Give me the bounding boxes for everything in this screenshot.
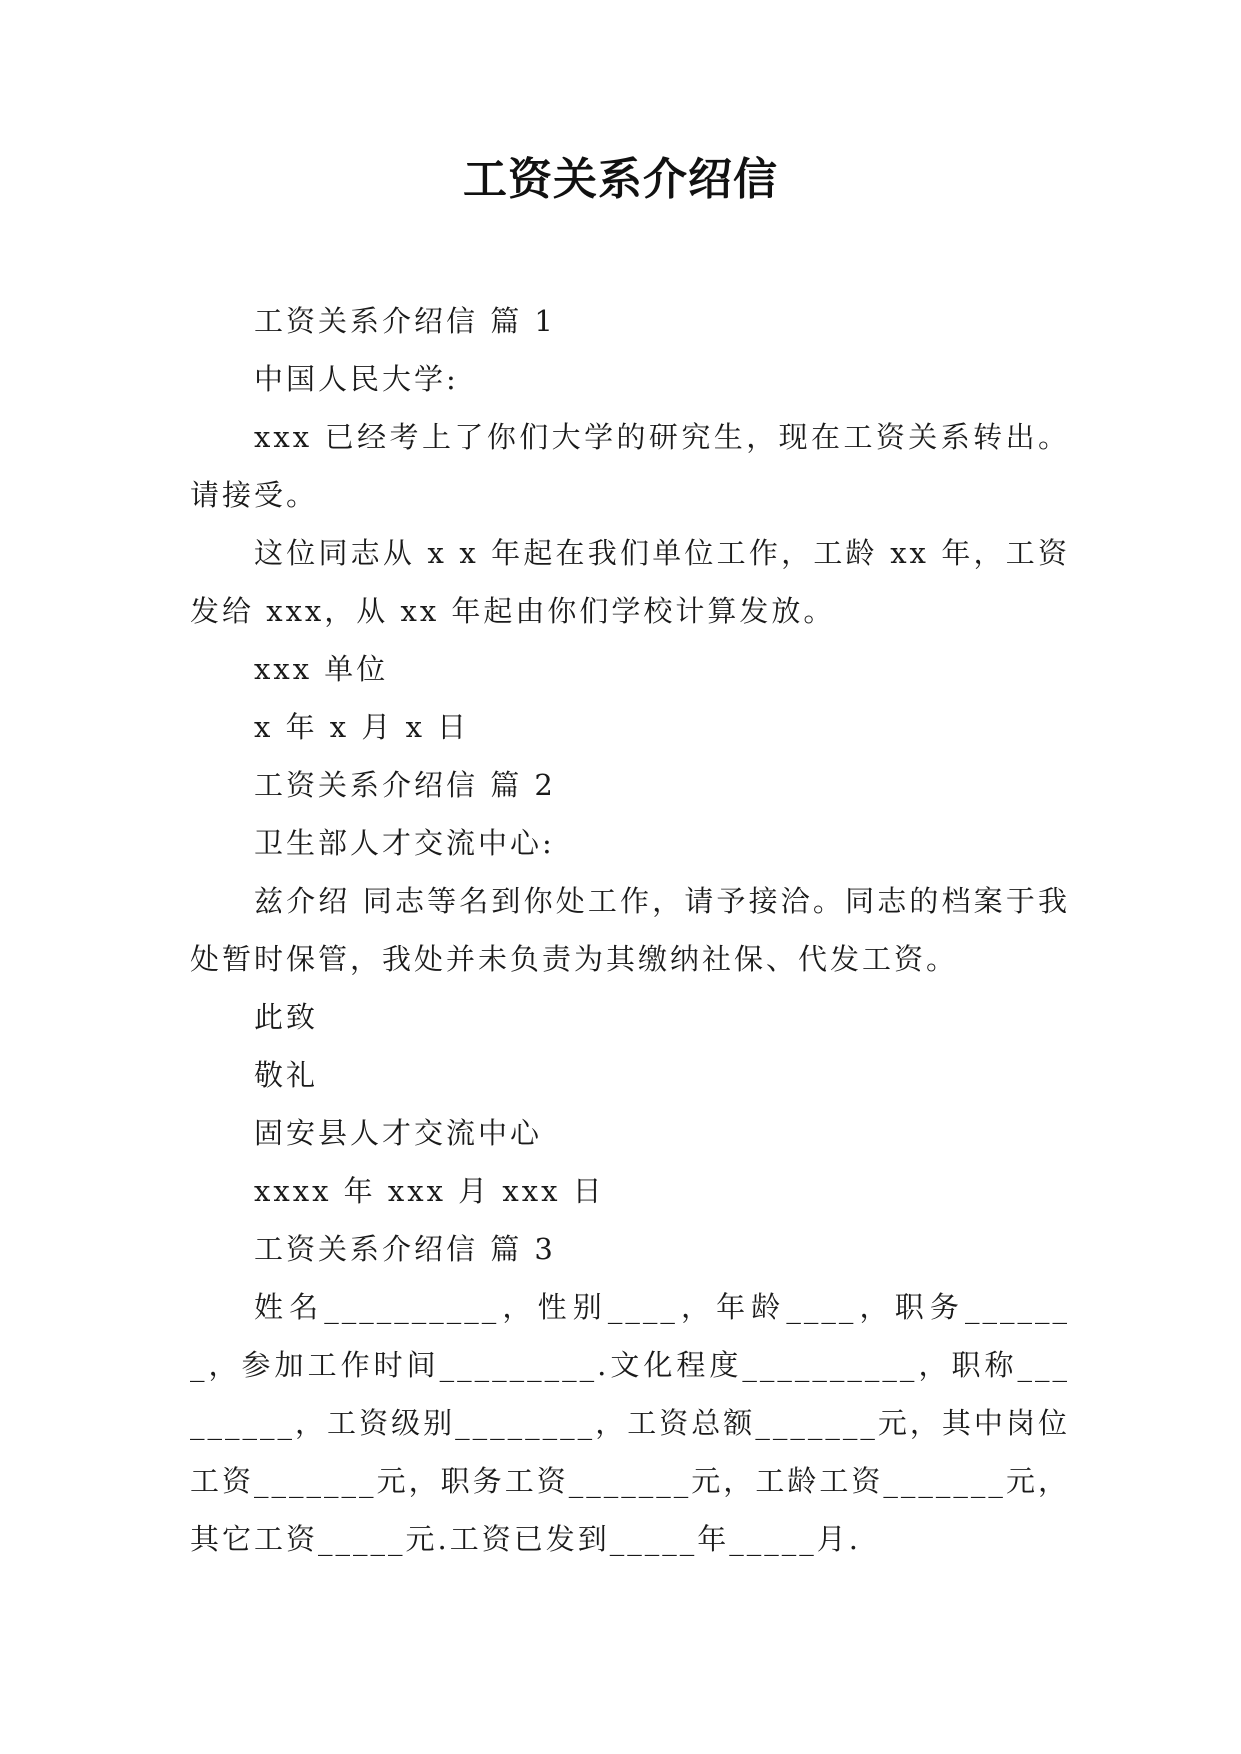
salutation-1: 中国人民大学: bbox=[254, 362, 459, 396]
section-heading-2: 工资关系介绍信 篇 2 bbox=[254, 768, 556, 802]
letter-2-date: xxxx 年 xxx 月 xxx 日 bbox=[254, 1174, 605, 1208]
letter-2-closing-1: 此致 bbox=[254, 1000, 319, 1034]
letter-2-sender: 固安县人才交流中心 bbox=[254, 1116, 543, 1150]
section-heading-3: 工资关系介绍信 篇 3 bbox=[254, 1232, 556, 1266]
letter-2-closing-2: 敬礼 bbox=[254, 1058, 319, 1092]
document-body bbox=[190, 292, 1070, 1568]
letter-1-paragraph-1: xxx 已经考上了你们大学的研究生，现在工资关系转出。请接受。 bbox=[190, 420, 1070, 512]
letter-1-sender: xxx 单位 bbox=[254, 652, 389, 686]
letter-1-date: x 年 x 月 x 日 bbox=[254, 710, 470, 744]
letter-3-form-fields: 姓名__________，性别____，年龄____，职务_______，参加工作时间_________.文化程度__________，职称_________，工资级别________，工资总额_______元，其中岗位工资_______元，职务工资_______元，工龄工资_______元，其它工资_____元.工资已发到_____年_____月. bbox=[190, 1290, 1070, 1556]
letter-1-paragraph-2: 这位同志从 x x 年起在我们单位工作，工龄 xx 年，工资发给 xxx，从 xx 年起由你们学校计算发放。 bbox=[190, 536, 1070, 628]
salutation-2: 卫生部人才交流中心: bbox=[254, 826, 555, 860]
letter-2-paragraph-1: 兹介绍 同志等名到你处工作，请予接洽。同志的档案于我处暂时保管，我处并未负责为其缴纳社保、代发工资。 bbox=[190, 884, 1070, 976]
document-title: 工资关系介绍信 bbox=[463, 154, 778, 205]
section-heading-1: 工资关系介绍信 篇 1 bbox=[254, 304, 556, 338]
